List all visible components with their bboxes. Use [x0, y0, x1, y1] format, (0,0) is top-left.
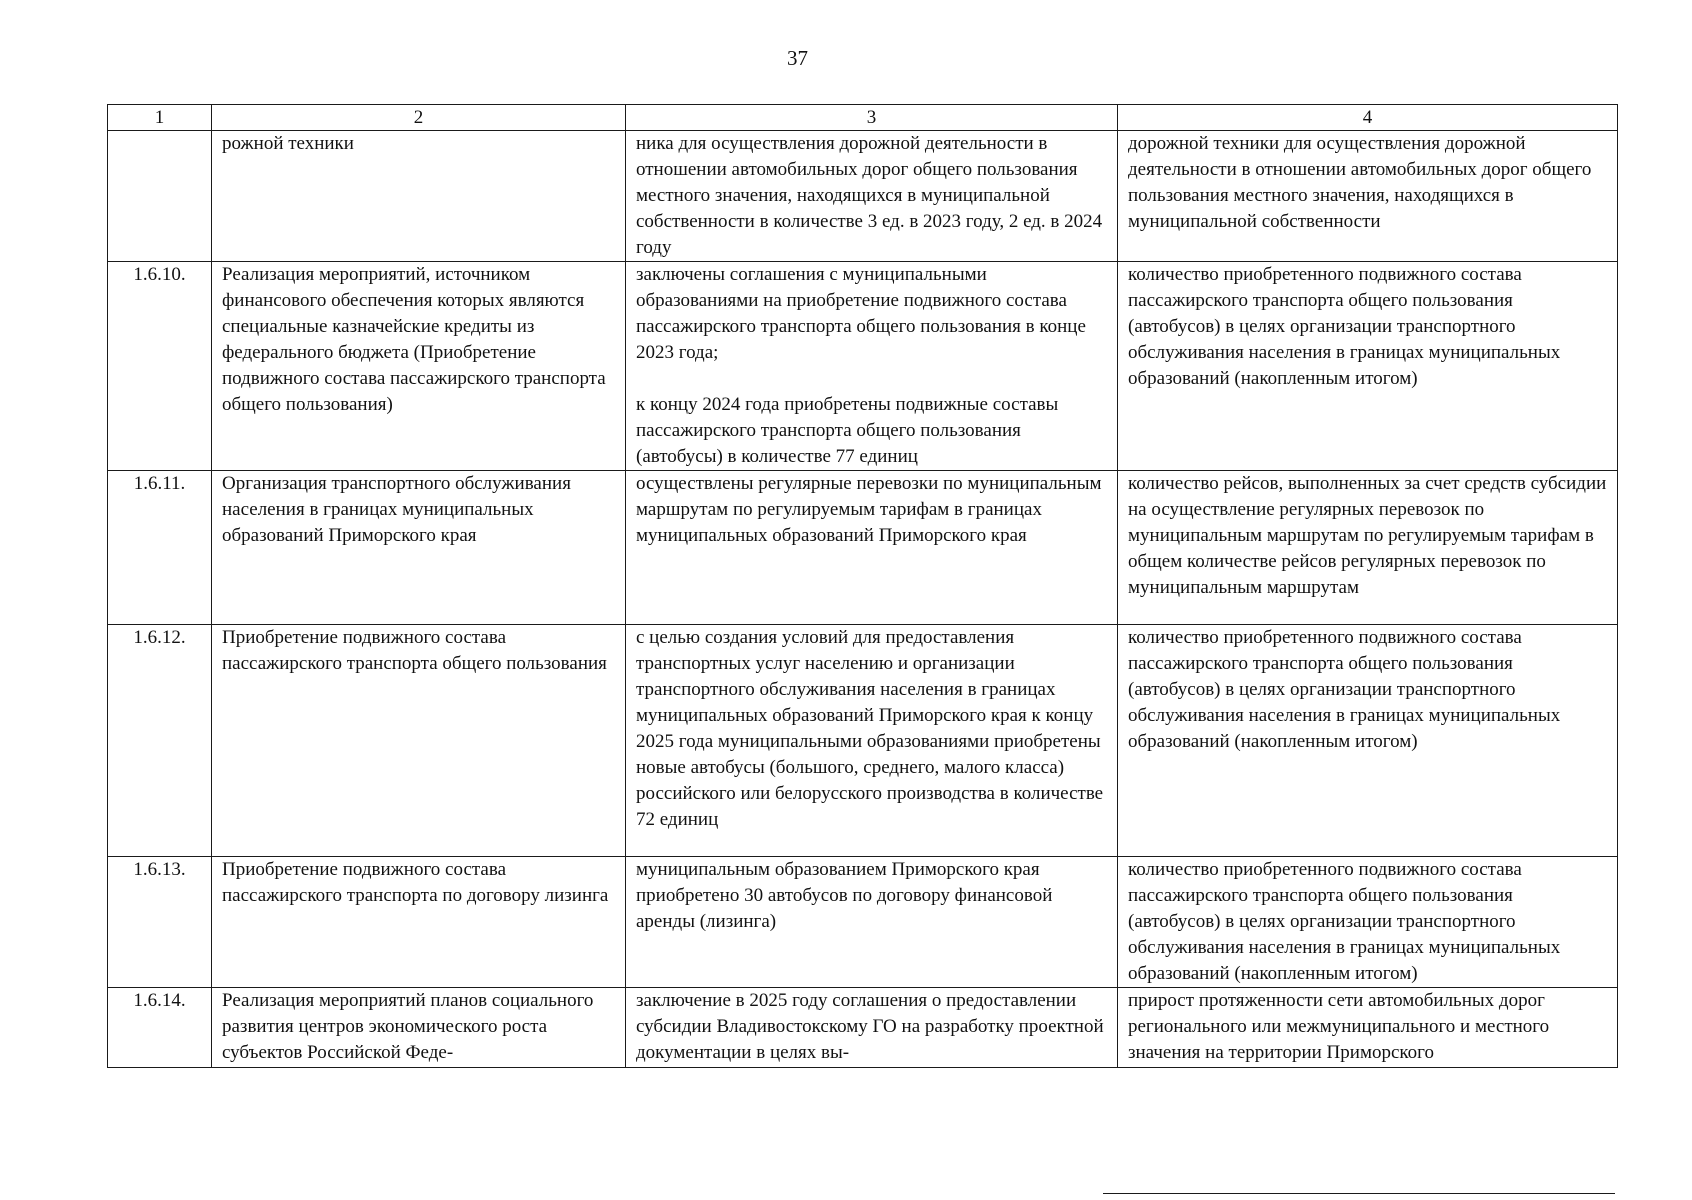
result-paragraph: муниципальным образованием Приморского края приобретено 30 автобусов по договору финансовой аренды (лизинга): [636, 859, 1053, 932]
footnote-separator-line: [1103, 1193, 1615, 1194]
indicator: количество приобретенного подвижного состава пассажирского транспорта общего пользования (автобусов) в целях организации транспортного обслуживания населения в границах муниципальных образований (накопленным итогом): [1118, 625, 1618, 857]
row-number: 1.6.10.: [108, 262, 212, 471]
expected-result: [626, 262, 1118, 471]
program-activities-table: [107, 104, 1618, 1068]
activity-name: Приобретение подвижного состава пассажирского транспорта общего пользования: [212, 625, 626, 857]
activity-name: Реализация мероприятий, источником финансового обеспечения которых являются специальные казначейские кредиты из федерального бюджета (Приобретение подвижного состава пассажирского транспорта общего пользования): [212, 262, 626, 471]
header-col-3: 3: [626, 105, 1118, 131]
row-number: 1.6.11.: [108, 471, 212, 625]
indicator: прирост протяженности сети автомобильных дорог регионального или межмуниципального и местного значения на территории Приморского: [1118, 988, 1618, 1068]
result-paragraph: к концу 2024 года приобретены подвижные составы пассажирского транспорта общего пользования (автобусы) в количестве 77 единиц: [636, 394, 1059, 467]
result-paragraph: с целью создания условий для предоставления транспортных услуг населению и организации транспортного обслуживания населения в границах муниципальных образований Приморского края к концу 2025 года муниципальными образованиями приобретены новые автобусы (большого, среднего, малого класса) российского или белорусского производства в количестве 72 единиц: [636, 627, 1104, 830]
indicator: дорожной техники для осуществления дорожной деятельности в отношении автомобильных дорог общего пользования местного значения, находящихся в муниципальной собственности: [1118, 131, 1618, 262]
table-header-row: [108, 105, 1618, 131]
page-number: 37: [787, 46, 808, 70]
indicator: количество приобретенного подвижного состава пассажирского транспорта общего пользования (автобусов) в целях организации транспортного обслуживания населения в границах муниципальных образований (накопленным итогом): [1118, 262, 1618, 471]
activity-name: Приобретение подвижного состава пассажирского транспорта по договору лизинга: [212, 857, 626, 988]
row-number: 1.6.13.: [108, 857, 212, 988]
table-row: [108, 131, 1618, 262]
table-row: [108, 625, 1618, 857]
indicator: количество приобретенного подвижного состава пассажирского транспорта общего пользования (автобусов) в целях организации транспортного обслуживания населения в границах муниципальных образований (накопленным итогом): [1118, 857, 1618, 988]
row-number: 1.6.12.: [108, 625, 212, 857]
expected-result: [626, 988, 1118, 1068]
row-number: 1.6.14.: [108, 988, 212, 1068]
result-paragraph: осуществлены регулярные перевозки по муниципальным маршрутам по регулируемым тарифам в границах муниципальных образований Приморского края: [636, 473, 1102, 546]
result-paragraph: заключены соглашения с муниципальными образованиями на приобретение подвижного состава пассажирского транспорта общего пользования в конце 2023 года;: [636, 264, 1086, 363]
table-row: [108, 857, 1618, 988]
header-col-1: 1: [108, 105, 212, 131]
activity-name: рожной техники: [212, 131, 626, 262]
expected-result: [626, 131, 1118, 262]
expected-result: [626, 471, 1118, 625]
indicator: количество рейсов, выполненных за счет средств субсидии на осуществление регулярных перевозок по муниципальным маршрутам по регулируемым тарифам в общем количестве рейсов регулярных перевозок по муниципальным маршрутам: [1118, 471, 1618, 625]
expected-result: [626, 625, 1118, 857]
table-row: [108, 262, 1618, 471]
table-row: [108, 471, 1618, 625]
result-paragraph: заключение в 2025 году соглашения о предоставлении субсидии Владивостокскому ГО на разработку проектной документации в целях вы-: [636, 990, 1104, 1063]
table-row: [108, 988, 1618, 1068]
row-number: [108, 131, 212, 262]
header-col-2: 2: [212, 105, 626, 131]
expected-result: [626, 857, 1118, 988]
activity-name: Организация транспортного обслуживания населения в границах муниципальных образований Приморского края: [212, 471, 626, 625]
result-paragraph: ника для осуществления дорожной деятельности в отношении автомобильных дорог общего пользования местного значения, находящихся в муниципальной собственности в количестве 3 ед. в 2023 году, 2 ед. в 2024 году: [636, 133, 1103, 258]
header-col-4: 4: [1118, 105, 1618, 131]
activity-name: Реализация мероприятий планов социального развития центров экономического роста субъектов Российской Феде-: [212, 988, 626, 1068]
